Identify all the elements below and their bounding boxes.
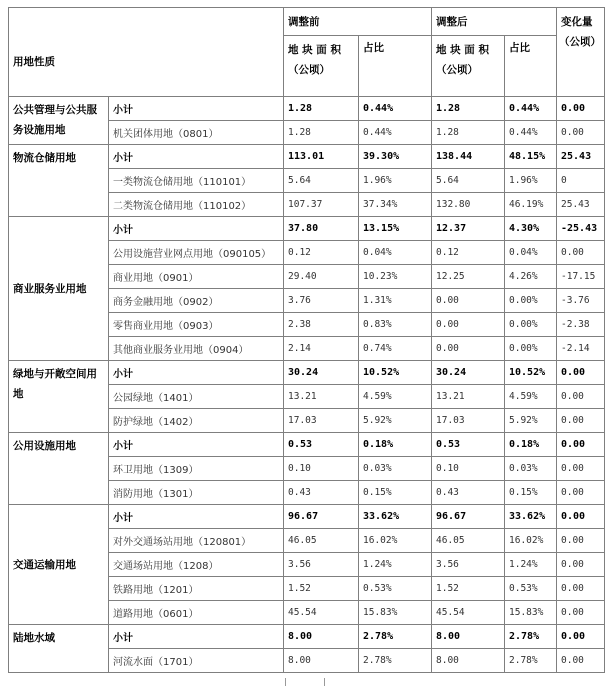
cell-area-before: 1.52	[284, 577, 359, 601]
cell-share-before: 37.34%	[359, 193, 432, 217]
cell-change: 0.00	[557, 649, 605, 673]
cell-area-after: 3.56	[432, 553, 505, 577]
header-area-unit: （公顷）	[288, 63, 330, 76]
land-type-name: 河流水面（1701）	[109, 649, 284, 673]
cell-area-after: 8.00	[432, 649, 505, 673]
cell-area-before: 5.64	[284, 169, 359, 193]
cell-share-after: 0.53%	[505, 577, 557, 601]
cell-share-after: 0.00%	[505, 289, 557, 313]
cell-share-after: 0.15%	[505, 481, 557, 505]
land-use-table	[8, 7, 605, 673]
subtotal-share-after: 0.18%	[505, 433, 557, 457]
cell-area-before: 1.28	[284, 121, 359, 145]
cell-area-after: 12.25	[432, 265, 505, 289]
subtotal-change: 0.00	[557, 505, 605, 529]
cell-area-after: 13.21	[432, 385, 505, 409]
cell-area-after: 5.64	[432, 169, 505, 193]
cell-change: 0.00	[557, 409, 605, 433]
cell-share-before: 1.24%	[359, 553, 432, 577]
subtotal-row	[9, 361, 605, 385]
header-change-label: 变化量	[561, 16, 593, 28]
land-type-name: 商业用地（0901）	[109, 265, 284, 289]
header-change	[557, 8, 605, 97]
subtotal-label: 小计	[109, 97, 284, 121]
subtotal-share-before: 0.18%	[359, 433, 432, 457]
subtotal-area-after: 96.67	[432, 505, 505, 529]
subtotal-share-before: 10.52%	[359, 361, 432, 385]
subtotal-change: 0.00	[557, 97, 605, 121]
subtotal-change: 0.00	[557, 433, 605, 457]
land-type-name: 机关团体用地（0801）	[109, 121, 284, 145]
cell-change: 0.00	[557, 529, 605, 553]
cell-share-before: 0.53%	[359, 577, 432, 601]
land-type-name: 防护绿地（1402）	[109, 409, 284, 433]
subtotal-row	[9, 217, 605, 241]
cell-share-after: 4.59%	[505, 385, 557, 409]
cell-change: 0	[557, 169, 605, 193]
cell-change: 0.00	[557, 481, 605, 505]
subtotal-share-before: 33.62%	[359, 505, 432, 529]
cell-area-before: 2.14	[284, 337, 359, 361]
header-change-unit: （公顷）	[559, 36, 601, 48]
cell-area-after: 45.54	[432, 601, 505, 625]
land-type-name: 铁路用地（1201）	[109, 577, 284, 601]
subtotal-area-before: 113.01	[284, 145, 359, 169]
cell-area-after: 0.12	[432, 241, 505, 265]
cell-area-before: 29.40	[284, 265, 359, 289]
cell-area-before: 0.12	[284, 241, 359, 265]
cell-share-before: 0.04%	[359, 241, 432, 265]
subtotal-area-after: 1.28	[432, 97, 505, 121]
cell-share-after: 5.92%	[505, 409, 557, 433]
cell-change: 0.00	[557, 457, 605, 481]
land-type-name: 公用设施营业网点用地（090105）	[109, 241, 284, 265]
cell-area-before: 0.10	[284, 457, 359, 481]
cell-area-after: 17.03	[432, 409, 505, 433]
subtotal-area-before: 1.28	[284, 97, 359, 121]
cell-share-before: 0.44%	[359, 121, 432, 145]
category-name: 公用设施用地	[9, 433, 109, 505]
subtotal-share-after: 33.62%	[505, 505, 557, 529]
header-area-label: 地 块 面 积	[288, 43, 341, 56]
cell-share-after: 0.03%	[505, 457, 557, 481]
table-continuation-edge	[324, 678, 325, 686]
cell-area-before: 8.00	[284, 649, 359, 673]
cell-share-before: 1.31%	[359, 289, 432, 313]
land-type-name: 其他商业服务业用地（0904）	[109, 337, 284, 361]
subtotal-label: 小计	[109, 217, 284, 241]
cell-share-before: 15.83%	[359, 601, 432, 625]
cell-share-after: 1.96%	[505, 169, 557, 193]
cell-area-after: 1.28	[432, 121, 505, 145]
cell-area-before: 107.37	[284, 193, 359, 217]
cell-change: -3.76	[557, 289, 605, 313]
cell-share-before: 0.74%	[359, 337, 432, 361]
cell-share-after: 1.24%	[505, 553, 557, 577]
table-continuation-edge	[285, 678, 286, 686]
subtotal-row	[9, 145, 605, 169]
cell-area-before: 0.43	[284, 481, 359, 505]
cell-share-after: 2.78%	[505, 649, 557, 673]
land-type-name: 公园绿地（1401）	[109, 385, 284, 409]
subtotal-area-after: 8.00	[432, 625, 505, 649]
category-name: 陆地水域	[9, 625, 109, 673]
cell-change: 0.00	[557, 553, 605, 577]
subtotal-label: 小计	[109, 433, 284, 457]
cell-change: 0.00	[557, 577, 605, 601]
category-name: 交通运输用地	[9, 505, 109, 625]
cell-area-before: 2.38	[284, 313, 359, 337]
subtotal-area-before: 96.67	[284, 505, 359, 529]
subtotal-area-after: 138.44	[432, 145, 505, 169]
subtotal-area-before: 30.24	[284, 361, 359, 385]
cell-area-after: 0.10	[432, 457, 505, 481]
land-type-name: 交通场站用地（1208）	[109, 553, 284, 577]
cell-share-before: 2.78%	[359, 649, 432, 673]
cell-change: 0.00	[557, 241, 605, 265]
subtotal-label: 小计	[109, 361, 284, 385]
cell-change: -17.15	[557, 265, 605, 289]
subtotal-change: 25.43	[557, 145, 605, 169]
cell-area-after: 0.43	[432, 481, 505, 505]
land-type-name: 零售商业用地（0903）	[109, 313, 284, 337]
cell-area-before: 17.03	[284, 409, 359, 433]
cell-area-after: 46.05	[432, 529, 505, 553]
subtotal-change: -25.43	[557, 217, 605, 241]
cell-share-before: 0.83%	[359, 313, 432, 337]
land-type-name: 道路用地（0601）	[109, 601, 284, 625]
category-name: 物流仓储用地	[9, 145, 109, 217]
subtotal-area-before: 8.00	[284, 625, 359, 649]
header-before: 调整前	[284, 8, 432, 36]
land-type-name: 商务金融用地（0902）	[109, 289, 284, 313]
subtotal-row	[9, 625, 605, 649]
cell-area-after: 132.80	[432, 193, 505, 217]
subtotal-change: 0.00	[557, 361, 605, 385]
subtotal-row	[9, 433, 605, 457]
cell-share-before: 4.59%	[359, 385, 432, 409]
land-type-name: 对外交通场站用地（120801）	[109, 529, 284, 553]
cell-change: -2.14	[557, 337, 605, 361]
cell-share-after: 46.19%	[505, 193, 557, 217]
cell-share-before: 0.03%	[359, 457, 432, 481]
subtotal-share-after: 10.52%	[505, 361, 557, 385]
cell-area-after: 0.00	[432, 289, 505, 313]
header-property: 用地性质	[9, 8, 284, 97]
subtotal-area-before: 0.53	[284, 433, 359, 457]
subtotal-row	[9, 505, 605, 529]
cell-share-after: 4.26%	[505, 265, 557, 289]
subtotal-label: 小计	[109, 505, 284, 529]
cell-share-before: 5.92%	[359, 409, 432, 433]
subtotal-share-before: 0.44%	[359, 97, 432, 121]
cell-change: -2.38	[557, 313, 605, 337]
cell-share-before: 1.96%	[359, 169, 432, 193]
land-type-name: 二类物流仓储用地（110102）	[109, 193, 284, 217]
cell-change: 25.43	[557, 193, 605, 217]
subtotal-share-after: 48.15%	[505, 145, 557, 169]
cell-share-after: 15.83%	[505, 601, 557, 625]
header-area-before	[284, 35, 359, 96]
subtotal-area-after: 12.37	[432, 217, 505, 241]
cell-area-after: 0.00	[432, 313, 505, 337]
category-name: 绿地与开敞空间用地	[9, 361, 109, 433]
subtotal-area-after: 0.53	[432, 433, 505, 457]
cell-share-after: 0.00%	[505, 313, 557, 337]
cell-area-before: 3.76	[284, 289, 359, 313]
header-area-unit: （公顷）	[436, 63, 478, 76]
category-name: 商业服务业用地	[9, 217, 109, 361]
header-after: 调整后	[432, 8, 557, 36]
subtotal-share-after: 4.30%	[505, 217, 557, 241]
header-row-1	[9, 8, 605, 36]
cell-share-before: 10.23%	[359, 265, 432, 289]
header-share-before: 占比	[359, 35, 432, 96]
cell-area-before: 45.54	[284, 601, 359, 625]
header-share-after: 占比	[505, 35, 557, 96]
subtotal-share-before: 13.15%	[359, 217, 432, 241]
land-type-name: 消防用地（1301）	[109, 481, 284, 505]
header-area-label: 地 块 面 积	[436, 43, 489, 56]
cell-share-after: 16.02%	[505, 529, 557, 553]
cell-area-after: 0.00	[432, 337, 505, 361]
subtotal-share-after: 0.44%	[505, 97, 557, 121]
cell-change: 0.00	[557, 121, 605, 145]
subtotal-label: 小计	[109, 145, 284, 169]
header-area-after	[432, 35, 505, 96]
cell-share-before: 16.02%	[359, 529, 432, 553]
cell-share-before: 0.15%	[359, 481, 432, 505]
cell-area-after: 1.52	[432, 577, 505, 601]
cell-area-before: 3.56	[284, 553, 359, 577]
cell-share-after: 0.04%	[505, 241, 557, 265]
cell-share-after: 0.00%	[505, 337, 557, 361]
subtotal-row	[9, 97, 605, 121]
cell-area-before: 46.05	[284, 529, 359, 553]
subtotal-label: 小计	[109, 625, 284, 649]
land-type-name: 环卫用地（1309）	[109, 457, 284, 481]
cell-change: 0.00	[557, 601, 605, 625]
subtotal-area-after: 30.24	[432, 361, 505, 385]
category-name: 公共管理与公共服务设施用地	[9, 97, 109, 145]
subtotal-share-after: 2.78%	[505, 625, 557, 649]
subtotal-area-before: 37.80	[284, 217, 359, 241]
land-type-name: 一类物流仓储用地（110101）	[109, 169, 284, 193]
subtotal-change: 0.00	[557, 625, 605, 649]
subtotal-share-before: 2.78%	[359, 625, 432, 649]
cell-change: 0.00	[557, 385, 605, 409]
cell-share-after: 0.44%	[505, 121, 557, 145]
subtotal-share-before: 39.30%	[359, 145, 432, 169]
cell-area-before: 13.21	[284, 385, 359, 409]
